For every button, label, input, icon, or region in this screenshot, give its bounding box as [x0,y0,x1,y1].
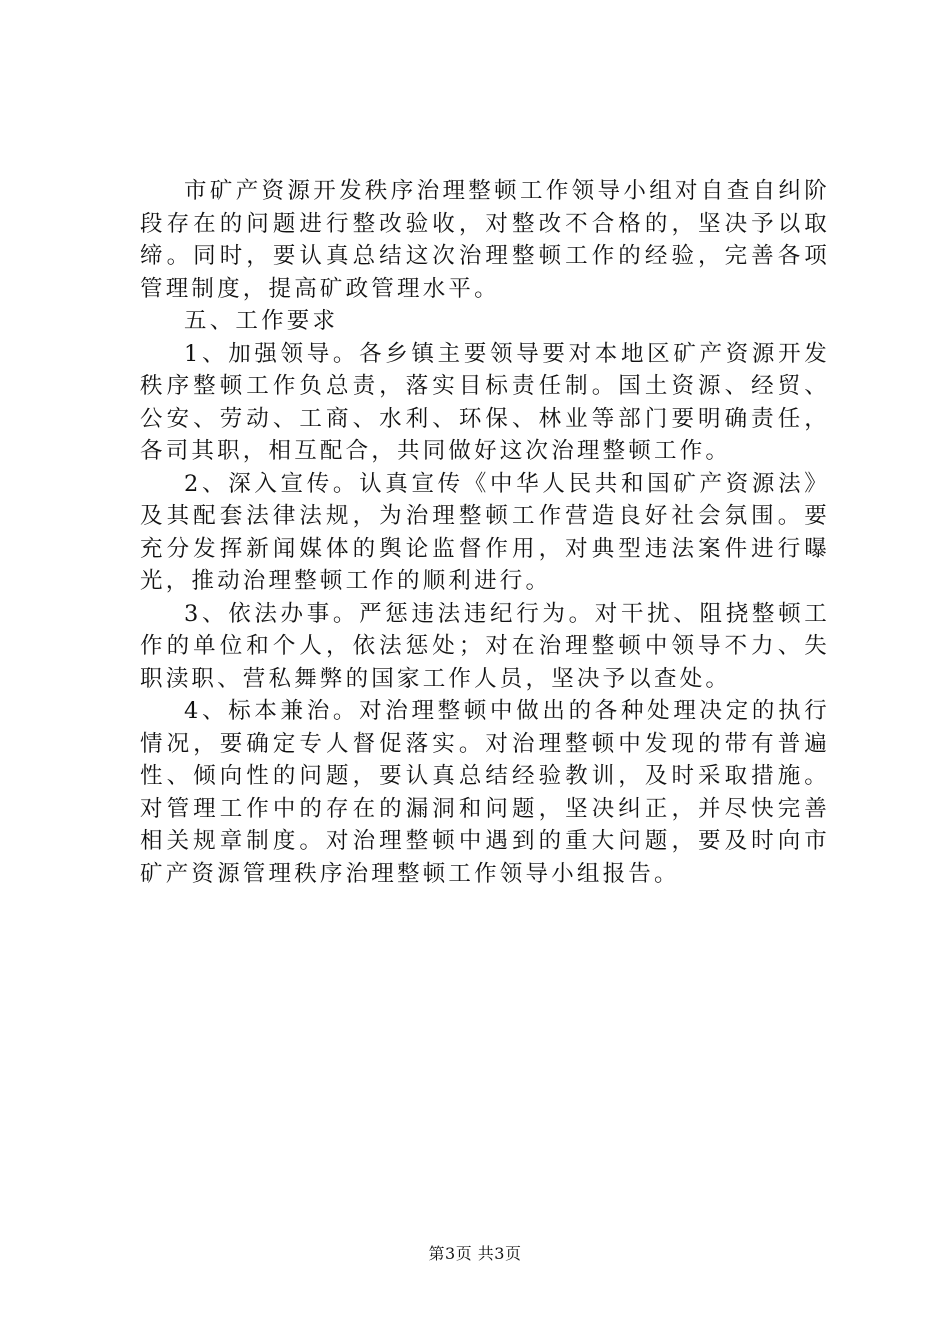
paragraph-publicity: 2、深入宣传。认真宣传《中华人民共和国矿产资源法》及其配套法律法规，为治理整顿工作营造良好社会氛围。要充分发挥新闻媒体的舆论监督作用，对典型违法案件进行曝光，推动治理整顿工作的顺利进行。 [140,470,830,594]
document-body [140,175,830,890]
section-heading-work-requirements: 五、工作要求 [184,308,339,334]
paragraph-strengthen-leadership: 1、加强领导。各乡镇主要领导要对本地区矿产资源开发秩序整顿工作负总责，落实目标责任制。国土资源、经贸、公安、劳动、工商、水利、环保、林业等部门要明确责任，各司其职，相互配合，共同做好这次治理整顿工作。 [140,340,830,464]
page-footer: 第3页 共3页 [428,1244,522,1263]
paragraph-law-enforcement: 3、依法办事。严惩违法违纪行为。对干扰、阻挠整顿工作的单位和个人，依法惩处；对在治理整顿中领导不力、失职渎职、营私舞弊的国家工作人员，坚决予以查处。 [140,600,830,692]
paragraph-rectification: 市矿产资源开发秩序治理整顿工作领导小组对自查自纠阶段存在的问题进行整改验收，对整改不合格的，坚决予以取缔。同时，要认真总结这次治理整顿工作的经验，完善各项管理制度，提高矿政管理水平。 [140,178,830,302]
paragraph-comprehensive-treatment: 4、标本兼治。对治理整顿中做出的各种处理决定的执行情况，要确定专人督促落实。对治理整顿中发现的带有普遍性、倾向性的问题，要认真总结经验教训，及时采取措施。对管理工作中的存在的漏洞和问题，坚决纠正，并尽快完善相关规章制度。对治理整顿中遇到的重大问题，要及时向市矿产资源管理秩序治理整顿工作领导小组报告。 [140,698,830,887]
